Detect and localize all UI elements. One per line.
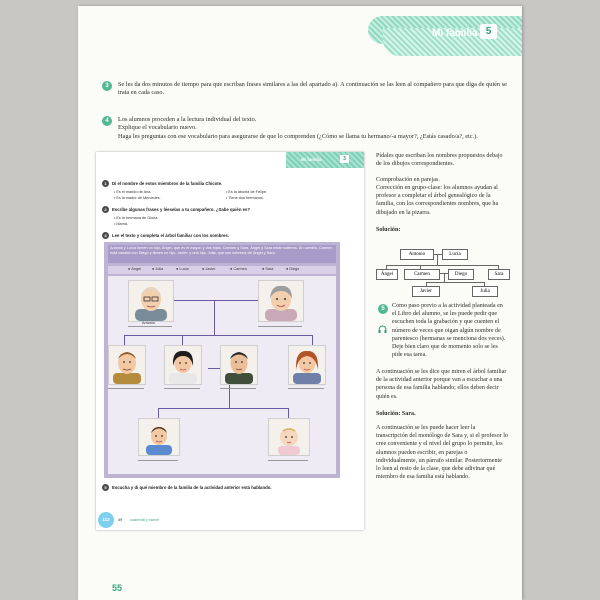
step-4-badge: 4 <box>102 116 112 126</box>
ex4-badge: 4 <box>102 232 109 239</box>
step-4-text <box>118 116 510 141</box>
name-option: ● Javier <box>202 267 216 271</box>
name-option: ● Sara <box>262 267 274 271</box>
reading-text: Antonio y Lucía tienen un hijo, Ángel, que es el mayor, y dos hijas, Carmen y Sara. Ángel y Sara están solteros. En cambio, Carmen está casada con Diego y tienen un hijo, Javier, y una hija, Julia, que son sobrinos de Ángel y Sara. <box>108 245 336 263</box>
headphones-icon <box>378 320 387 328</box>
tree-name-box: Julia <box>472 286 498 297</box>
mini-connector <box>437 254 438 265</box>
tree-name-box: Sara <box>488 269 510 280</box>
answer-line <box>268 460 308 461</box>
name-option: ● Carmen <box>230 267 247 271</box>
child-connector <box>214 300 215 335</box>
book-footer-text: cuarenta y nueve <box>130 518 160 522</box>
family-tree-area <box>108 276 336 474</box>
side-paragraph-3: Corrección en grupo-clase: los alumnos ayudan al profesor a completar el árbol genealógico de la familia, con los correspondientes nombres, que ha dibujado en la pizarra. <box>376 185 499 216</box>
mini-connector <box>426 282 484 283</box>
grandchildren-connector <box>158 408 288 409</box>
answer-line <box>288 388 324 389</box>
tree-name-box: Ángel <box>376 269 398 280</box>
drop-connector <box>288 408 289 418</box>
answer-line <box>108 388 144 389</box>
tree-name-box: Javier <box>412 286 440 297</box>
mini-connector <box>386 265 498 266</box>
siblings-connector <box>124 335 312 336</box>
ex1-item: • Tiene dos hermanos. <box>226 196 264 200</box>
solution-2: Solución: Sara. <box>376 411 416 417</box>
name-option: ● Diego <box>286 267 300 271</box>
portrait-carmen <box>164 345 202 385</box>
step-4-line2: Explique el vocabulario nuevo. <box>118 124 197 132</box>
student-book-page <box>96 152 364 530</box>
tree-name-box: Antonio <box>400 249 434 260</box>
drop-connector <box>312 335 313 345</box>
unit-number-badge: 5 <box>480 24 497 39</box>
tree-name-box: Lucía <box>442 249 468 260</box>
drop-connector <box>124 335 125 345</box>
tree-name-box: Carmen <box>404 269 440 280</box>
book-header-title: Mi familia <box>301 157 322 162</box>
side-paragraph-2: Comprobación en parejas. <box>376 177 440 183</box>
ex1-item: • Es la madre de Mercedes. <box>114 196 161 200</box>
portrait-grandfather <box>128 280 174 322</box>
side-paragraph-4: Como paso previo a la actividad planteada en el Libro del alumno, se les puede pedir que escuchen toda la grabación y que cuenten el número de veces que oigan algún nombre de parentesco (hermanas se menciona dos veces). Deje bien claro que de momento solo se les pide esa tarea. <box>392 303 506 359</box>
mini-connector <box>444 273 445 282</box>
portrait-grandmother <box>258 280 304 322</box>
portrait-angel <box>108 345 146 385</box>
ex5-badge: 5 <box>102 484 109 491</box>
drop-connector <box>158 408 159 418</box>
side-paragraph-6: A continuación se les puede hacer leer la transcripción del monólogo de Sara y, si el profesor lo cree conveniente y el nivel del grupo lo permite, los alumnos pueden escribir, en parejas o individualmente, un párrafo similar. Posteriormente lo leen al resto de la clase, que debe adivinar qué miembro de esa familia está hablando. <box>376 425 508 481</box>
side-paragraph-1: Pídales que escriban los nombres propuestos debajo de los dibujos correspondientes. <box>376 153 503 168</box>
name-option: ● Lucía <box>176 267 189 271</box>
step-3-badge: 3 <box>102 81 112 91</box>
portrait-javier <box>138 418 180 456</box>
book-footer-number: 49 <box>118 518 123 522</box>
portrait-diego <box>220 345 258 385</box>
ex1-item: • Es el marido de Ana. <box>114 190 152 194</box>
name-option: ● Julia <box>152 267 164 271</box>
unit-title: Mi familia <box>432 28 478 39</box>
guide-page <box>78 6 522 600</box>
grandfather-name: Antonio <box>142 321 155 325</box>
solution-label: Solución: <box>376 227 401 233</box>
page-number: 55 <box>112 583 123 593</box>
ex2-title: Escribe algunas frases y léeselas a tu compañero. ¿Sabe quién es? <box>112 207 251 212</box>
book-footer <box>96 510 364 530</box>
tree-name-box: Diego <box>448 269 474 280</box>
side-paragraph-5: A continuación se les dice que miren el árbol familiar de la actividad anterior porque van a escuchar a una persona de esa familia hablando; ellos deben decir quién es. <box>376 369 507 400</box>
answer-line <box>258 326 302 327</box>
answer-line <box>220 388 256 389</box>
answer-line <box>138 460 178 461</box>
portrait-julia <box>268 418 310 456</box>
step-4-line3: Haga les preguntas con ese vocabulario para asegurarse de que lo comprenden (¿Cómo se llama tu hermano/-a mayor?, ¿Estás casado/a?, etc.). <box>118 132 478 140</box>
drop-connector <box>182 335 183 345</box>
answer-line <box>164 388 200 389</box>
ex5-title: Escucha y di qué miembro de la familia de la actividad anterior está hablando. <box>112 485 272 490</box>
step-3-text: Se les da dos minutos de tiempo para que escriban frases similares a las del apartado a). A continuación se las leen al compañero para que diga de quién se trata en cada caso. <box>118 81 507 97</box>
ex2-badge: 2 <box>102 206 109 213</box>
name-options <box>108 266 336 274</box>
name-option: ● Ángel <box>128 267 142 271</box>
solution-family-tree <box>376 246 508 296</box>
answer-line <box>128 326 172 327</box>
book-header-band <box>286 152 364 168</box>
book-page-disc: 112 <box>98 512 114 528</box>
step-5-badge: 5 <box>378 304 388 314</box>
ex1-title: Di el nombre de estos miembros de la familia Chicote. <box>112 181 223 186</box>
ex1-item: • Es la abuela de Felipe. <box>226 190 268 194</box>
ex4-title: Lee el texto y completa el árbol familiar con los nombres. <box>112 233 230 238</box>
portrait-sara <box>288 345 326 385</box>
book-header-number: 3 <box>340 155 349 163</box>
ex1-badge: 1 <box>102 180 109 187</box>
ex2-item: • Mamá. <box>114 222 128 226</box>
ex2-item: • Es la hermana de Gloria. <box>114 216 159 220</box>
step-4-line1: Los alumnos proceden a la lectura individual del texto. <box>118 116 257 123</box>
